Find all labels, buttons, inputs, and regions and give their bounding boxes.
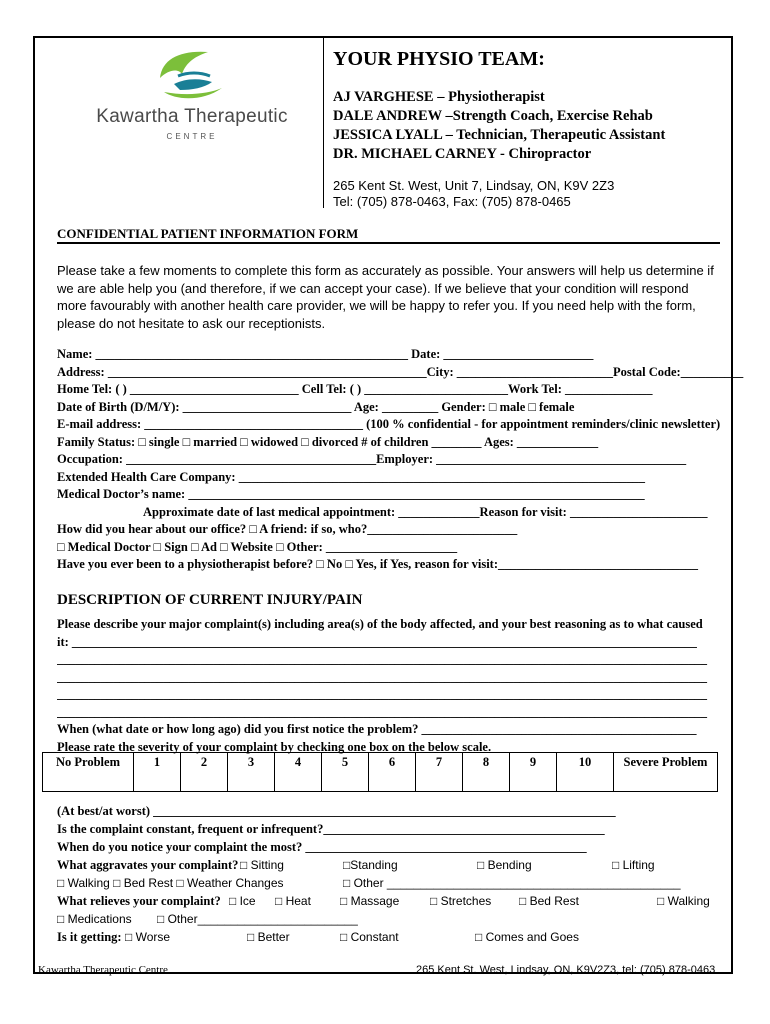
email-field[interactable]: E-mail address: ___________________________________ (100 % confidential - for appointment reminders/clinic newsletter) — [57, 417, 721, 431]
team-list — [333, 88, 665, 164]
phone-line: Tel: (705) 878-0463, Fax: (705) 878-0465 — [333, 194, 571, 209]
aggr-bending-checkbox[interactable]: □ Bending — [477, 858, 532, 872]
complaint-details — [57, 802, 727, 946]
first-noticed-field[interactable]: When (what date or how long ago) did you first notice the problem? ____________________________________________ — [57, 722, 697, 736]
aggravates-row-2 — [57, 874, 727, 892]
aggravates-label: What aggravates your complaint? — [57, 858, 239, 872]
aggr-sitting-checkbox[interactable]: □ Sitting — [240, 858, 284, 872]
scale-cell-no-problem[interactable]: No Problem — [43, 753, 134, 792]
scale-cell-4[interactable]: 4 — [275, 753, 322, 792]
relieves-label: What relieves your complaint? — [57, 894, 221, 908]
health-care-company-field[interactable]: Extended Health Care Company: _________________________________________________________________ — [57, 469, 645, 484]
scale-cell-6[interactable]: 6 — [369, 753, 416, 792]
scale-cell-severe[interactable]: Severe Problem — [614, 753, 718, 792]
form-title: CONFIDENTIAL PATIENT INFORMATION FORM — [57, 226, 359, 241]
occupation-employer-field[interactable]: Occupation: ________________________________________Employer: ________________________________________ — [57, 452, 687, 466]
previous-physio-field[interactable]: Have you ever been to a physiotherapist before? □ No □ Yes, if Yes, reason for visit:________________________________ — [57, 557, 698, 571]
scale-cell-7[interactable]: 7 — [416, 753, 463, 792]
scale-cell-3[interactable]: 3 — [228, 753, 275, 792]
relieves-row — [57, 892, 727, 910]
complaint-prompt: Please describe your major complaint(s) including area(s) of the body affected, and your best reasoning as to what caused — [57, 617, 703, 631]
scale-cell-1[interactable]: 1 — [134, 753, 181, 792]
complaint-line[interactable]: ________________________________________________________________________________________________________ — [57, 652, 707, 666]
scale-cell-8[interactable]: 8 — [463, 753, 510, 792]
referral-source-field[interactable]: How did you hear about our office? □ A friend: if so, who?________________________ — [57, 522, 518, 536]
rel-walking-checkbox[interactable]: □ Walking — [657, 894, 710, 908]
best-worst-field[interactable]: (At best/at worst) __________________________________________________________________________ — [57, 804, 616, 818]
footer-clinic-name: Kawartha Therapeutic Centre — [38, 964, 168, 976]
getting-comes-goes-checkbox[interactable]: □ Comes and Goes — [475, 930, 579, 944]
getting-row — [57, 928, 727, 946]
logo-subtitle: CENTRE — [166, 132, 218, 141]
rel-other-field[interactable]: □ Other________________________ — [157, 912, 358, 926]
aggr-lifting-checkbox[interactable]: □ Lifting — [612, 858, 655, 872]
rel-heat-checkbox[interactable]: □ Heat — [275, 894, 311, 908]
getting-constant-checkbox[interactable]: □ Constant — [340, 930, 399, 944]
severity-scale — [42, 752, 718, 792]
address-field[interactable]: Address: ___________________________________________________City: _________________________Postal Code:__________ — [57, 364, 744, 379]
complaint-line[interactable]: it: ____________________________________________________________________________________________________ — [57, 634, 697, 649]
team-member: DALE ANDREW –Strength Coach, Exercise Rehab — [333, 108, 653, 124]
team-member: AJ VARGHESE – Physiotherapist — [333, 89, 545, 105]
scale-cell-9[interactable]: 9 — [510, 753, 557, 792]
getting-better-checkbox[interactable]: □ Better — [247, 930, 290, 944]
footer-address: 265 Kent St. West, Lindsay, ON, K9V2Z3, tel: (705) 878-0463 — [416, 964, 716, 976]
hands-leaf-icon — [152, 48, 232, 104]
clinic-address — [333, 178, 614, 210]
rel-massage-checkbox[interactable]: □ Massage — [340, 894, 400, 908]
rel-ice-checkbox[interactable]: □ Ice — [229, 894, 256, 908]
referral-options[interactable]: □ Medical Doctor □ Sign □ Ad □ Website □ Other: _____________________ — [57, 539, 458, 554]
aggr-standing-checkbox[interactable]: □Standing — [343, 858, 398, 872]
aggr-other-field[interactable]: □ Other ____________________________________________ — [343, 876, 681, 890]
complaint-line[interactable]: ________________________________________________________________________________________________________ — [57, 704, 707, 719]
clinic-logo — [72, 44, 312, 144]
scale-cell-10[interactable]: 10 — [557, 753, 614, 792]
notice-most-field[interactable]: When do you notice your complaint the most? _____________________________________________ — [57, 840, 587, 854]
logo-name: Kawartha Therapeutic — [96, 106, 288, 127]
aggravates-row — [57, 856, 727, 874]
patient-fields — [57, 346, 744, 574]
medical-doctor-field[interactable]: Medical Doctor’s name: _________________________________________________________________________ — [57, 487, 645, 501]
injury-section-title: DESCRIPTION OF CURRENT INJURY/PAIN — [57, 592, 363, 608]
rel-stretches-checkbox[interactable]: □ Stretches — [430, 894, 492, 908]
scale-cell-5[interactable]: 5 — [322, 753, 369, 792]
rel-bedrest-checkbox[interactable]: □ Bed Rest — [519, 894, 579, 908]
team-member: DR. MICHAEL CARNEY - Chiropractor — [333, 146, 592, 162]
header-divider — [323, 36, 324, 208]
relieves-row-2 — [57, 910, 727, 928]
phone-fields[interactable]: Home Tel: ( ) ___________________________ Cell Tel: ( ) _______________________Work Tel: ______________ — [57, 382, 653, 396]
rel-medications-checkbox[interactable]: □ Medications — [57, 912, 132, 926]
title-rule — [57, 242, 720, 244]
complaint-line[interactable]: ________________________________________________________________________________________________________ — [57, 687, 707, 701]
severity-instructions: Please rate the severity of your complaint by checking one box on the below scale. — [57, 739, 492, 754]
address-line: 265 Kent St. West, Unit 7, Lindsay, ON, K9V 2Z3 — [333, 178, 615, 193]
name-date-field[interactable]: Name: __________________________________________________ Date: ________________________ — [57, 347, 594, 361]
family-status-field[interactable]: Family Status: □ single □ married □ widowed □ divorced # of children ________ Ages: _____________ — [57, 434, 599, 449]
scale-cell-2[interactable]: 2 — [181, 753, 228, 792]
getting-worse-checkbox[interactable]: □ Worse — [125, 930, 171, 944]
last-appointment-field[interactable]: Approximate date of last medical appointment: _____________Reason for visit: ______________________ — [143, 504, 708, 519]
dob-age-gender-field[interactable]: Date of Birth (D/M/Y): ___________________________ Age: _________ Gender: □ male □ female — [57, 399, 575, 414]
team-title: YOUR PHYSIO TEAM: — [333, 48, 545, 70]
frequency-field[interactable]: Is the complaint constant, frequent or infrequent?_____________________________________________ — [57, 822, 605, 836]
injury-description — [57, 616, 717, 756]
getting-label: Is it getting: — [57, 930, 122, 944]
intro-paragraph: Please take a few moments to complete this form as accurately as possible. Your answers will help us determine if we are able help you (and therefore, if we can accept your case). If we believe that your condition will respond more favourably with another health care provider, we will be happy to refer you. If you need help with the form, please do not hesitate to ask our receptionists. — [57, 263, 714, 331]
aggr-walking-bedrest-weather[interactable]: □ Walking □ Bed Rest □ Weather Changes — [57, 876, 284, 890]
complaint-line[interactable]: ________________________________________________________________________________________________________ — [57, 669, 707, 684]
team-member: JESSICA LYALL – Technician, Therapeutic Assistant — [333, 127, 666, 143]
